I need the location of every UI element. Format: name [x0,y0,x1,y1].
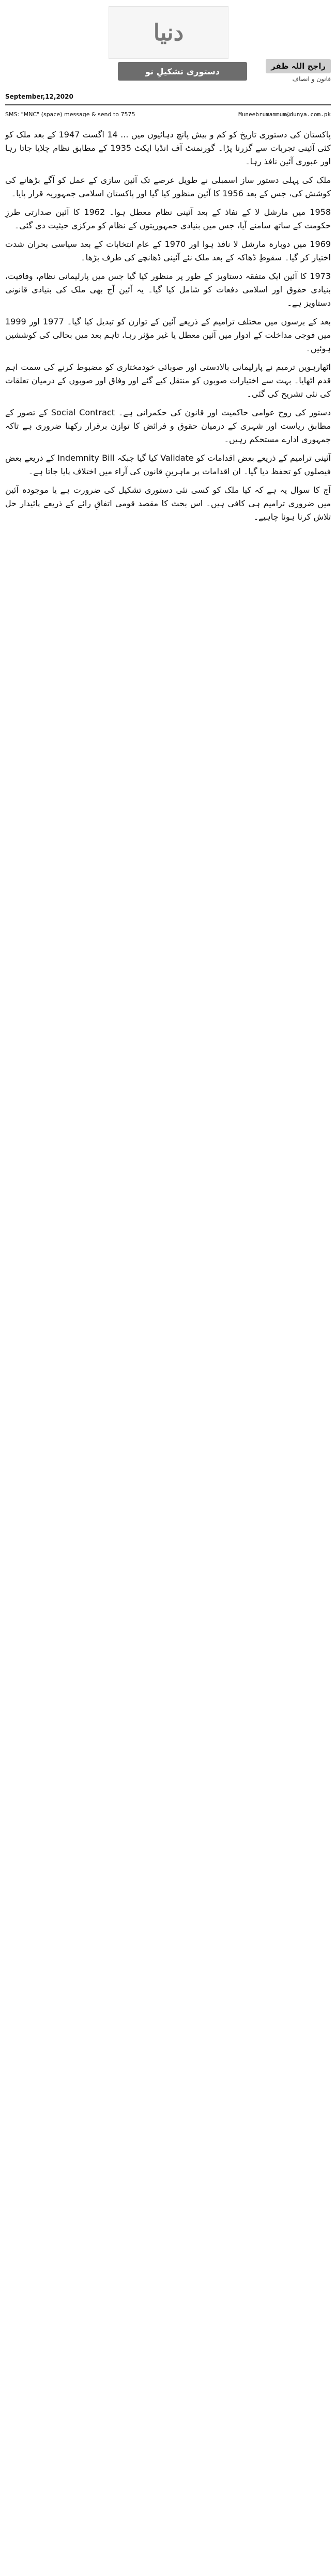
article-body [5,128,331,2566]
paragraph: 1969 میں دوبارہ مارشل لا نافذ ہوا اور 1970 کے عام انتخابات کے بعد سیاسی بحران شدت اختیار کر گیا۔ سقوطِ ڈھاکہ کے بعد ملک نئے آئینی ڈھانچے کی طرف بڑھا۔ [5,239,331,262]
logo-wrap [109,6,227,58]
paragraph: ملک کی پہلی دستور ساز اسمبلی نے طویل عرصے تک آئین سازی کے عمل کو آگے بڑھانے کی کوشش کی، جس کے بعد 1956 کا آئین منظور کیا گیا اور پاکستان اسلامی جمہوریہ قرار پایا۔ [5,175,331,198]
paragraph: 1973 کا آئین ایک متفقہ دستاویز کے طور پر منظور کیا گیا جس میں پارلیمانی نظام، وفاقیت، بنیادی حقوق اور اسلامی دفعات کو شامل کیا گیا۔ یہ آئین آج بھی ملک کی بنیادی قانونی دستاویز ہے۔ [5,271,331,308]
contact-row [5,108,331,120]
column-title: دستوری تشکیلِ نو [145,66,220,76]
publish-date: September,12,2020 [5,93,73,100]
email-text: Muneebrumammum@dunya.com.pk [238,111,331,118]
newspaper-logo: دنیا [109,6,228,59]
paragraph: بعد کے برسوں میں مختلف ترامیم کے ذریعے آئین کے توازن کو تبدیل کیا گیا۔ 1977 اور 1999 میں فوجی مداخلت کے ادوار میں آئین معطل یا غیر مؤثر رہا، تاہم بعد میں بحالی کی کوششیں ہوئیں۔ [5,317,331,353]
divider [5,104,331,105]
masthead [0,0,336,83]
author-name: راجح اللہ ظفر [266,59,331,73]
paragraph: آئینی ترامیم کے ذریعے بعض اقدامات کو Validate کیا گیا جبکہ Indemnity Bill کے ذریعے بعض فیصلوں کو تحفظ دیا گیا۔ ان اقدامات پر ماہرینِ قانون کی آراء میں اختلاف پایا جاتا ہے۔ [5,453,331,476]
paragraph: دستور کی روح عوامی حاکمیت اور قانون کی حکمرانی ہے۔ Social Contract کے تصور کے مطابق ریاست اور شہری کے درمیان حقوق و فرائض کا توازن برقرار رکھنا ضروری ہے تاکہ جمہوری ادارے مستحکم رہیں۔ [5,408,331,444]
author-subtitle: قانون و انصاف [292,75,331,83]
paragraph: آج کا سوال یہ ہے کہ کیا ملک کو کسی نئی دستوری تشکیل کی ضرورت ہے یا موجودہ آئین میں ضروری ترامیم ہی کافی ہیں۔ اس بحث کا مقصد قومی اتفاقِ رائے کے ذریعے پائیدار حل تلاش کرنا ہونا چاہیے۔ [5,485,331,522]
paragraph: 1958 میں مارشل لا کے نفاذ کے بعد آئینی نظام معطل ہوا۔ 1962 کا آئین صدارتی طرزِ حکومت کے ساتھ سامنے آیا، جس میں بنیادی جمہوریتوں کے نظام کو مرکزی حیثیت دی گئی۔ [5,207,331,230]
paragraph: اٹھارہویں ترمیم نے پارلیمانی بالادستی اور صوبائی خودمختاری کو مضبوط کرنے کی سمت اہم قدم اٹھایا۔ بہت سے اختیارات صوبوں کو منتقل کیے گئے اور وفاق اور صوبوں کے درمیان تعلقات کی نئی تشریح کی گئی۔ [5,362,331,399]
paragraph: پاکستان کی دستوری تاریخ کو کم و بیش پانچ دہائیوں میں ... 14 اگست 1947 کے بعد ملک کو کئی آئینی تجربات سے گزرنا پڑا۔ گورنمنٹ آف انڈیا ایکٹ 1935 کے مطابق نظام چلایا جاتا رہا اور عبوری آئین نافذ رہا۔ [5,130,331,166]
byline [258,59,331,83]
sms-note: SMS: "MNC" (space) message & send to 7575 [5,111,135,118]
date-row [5,90,331,103]
column-title-banner [118,62,247,81]
